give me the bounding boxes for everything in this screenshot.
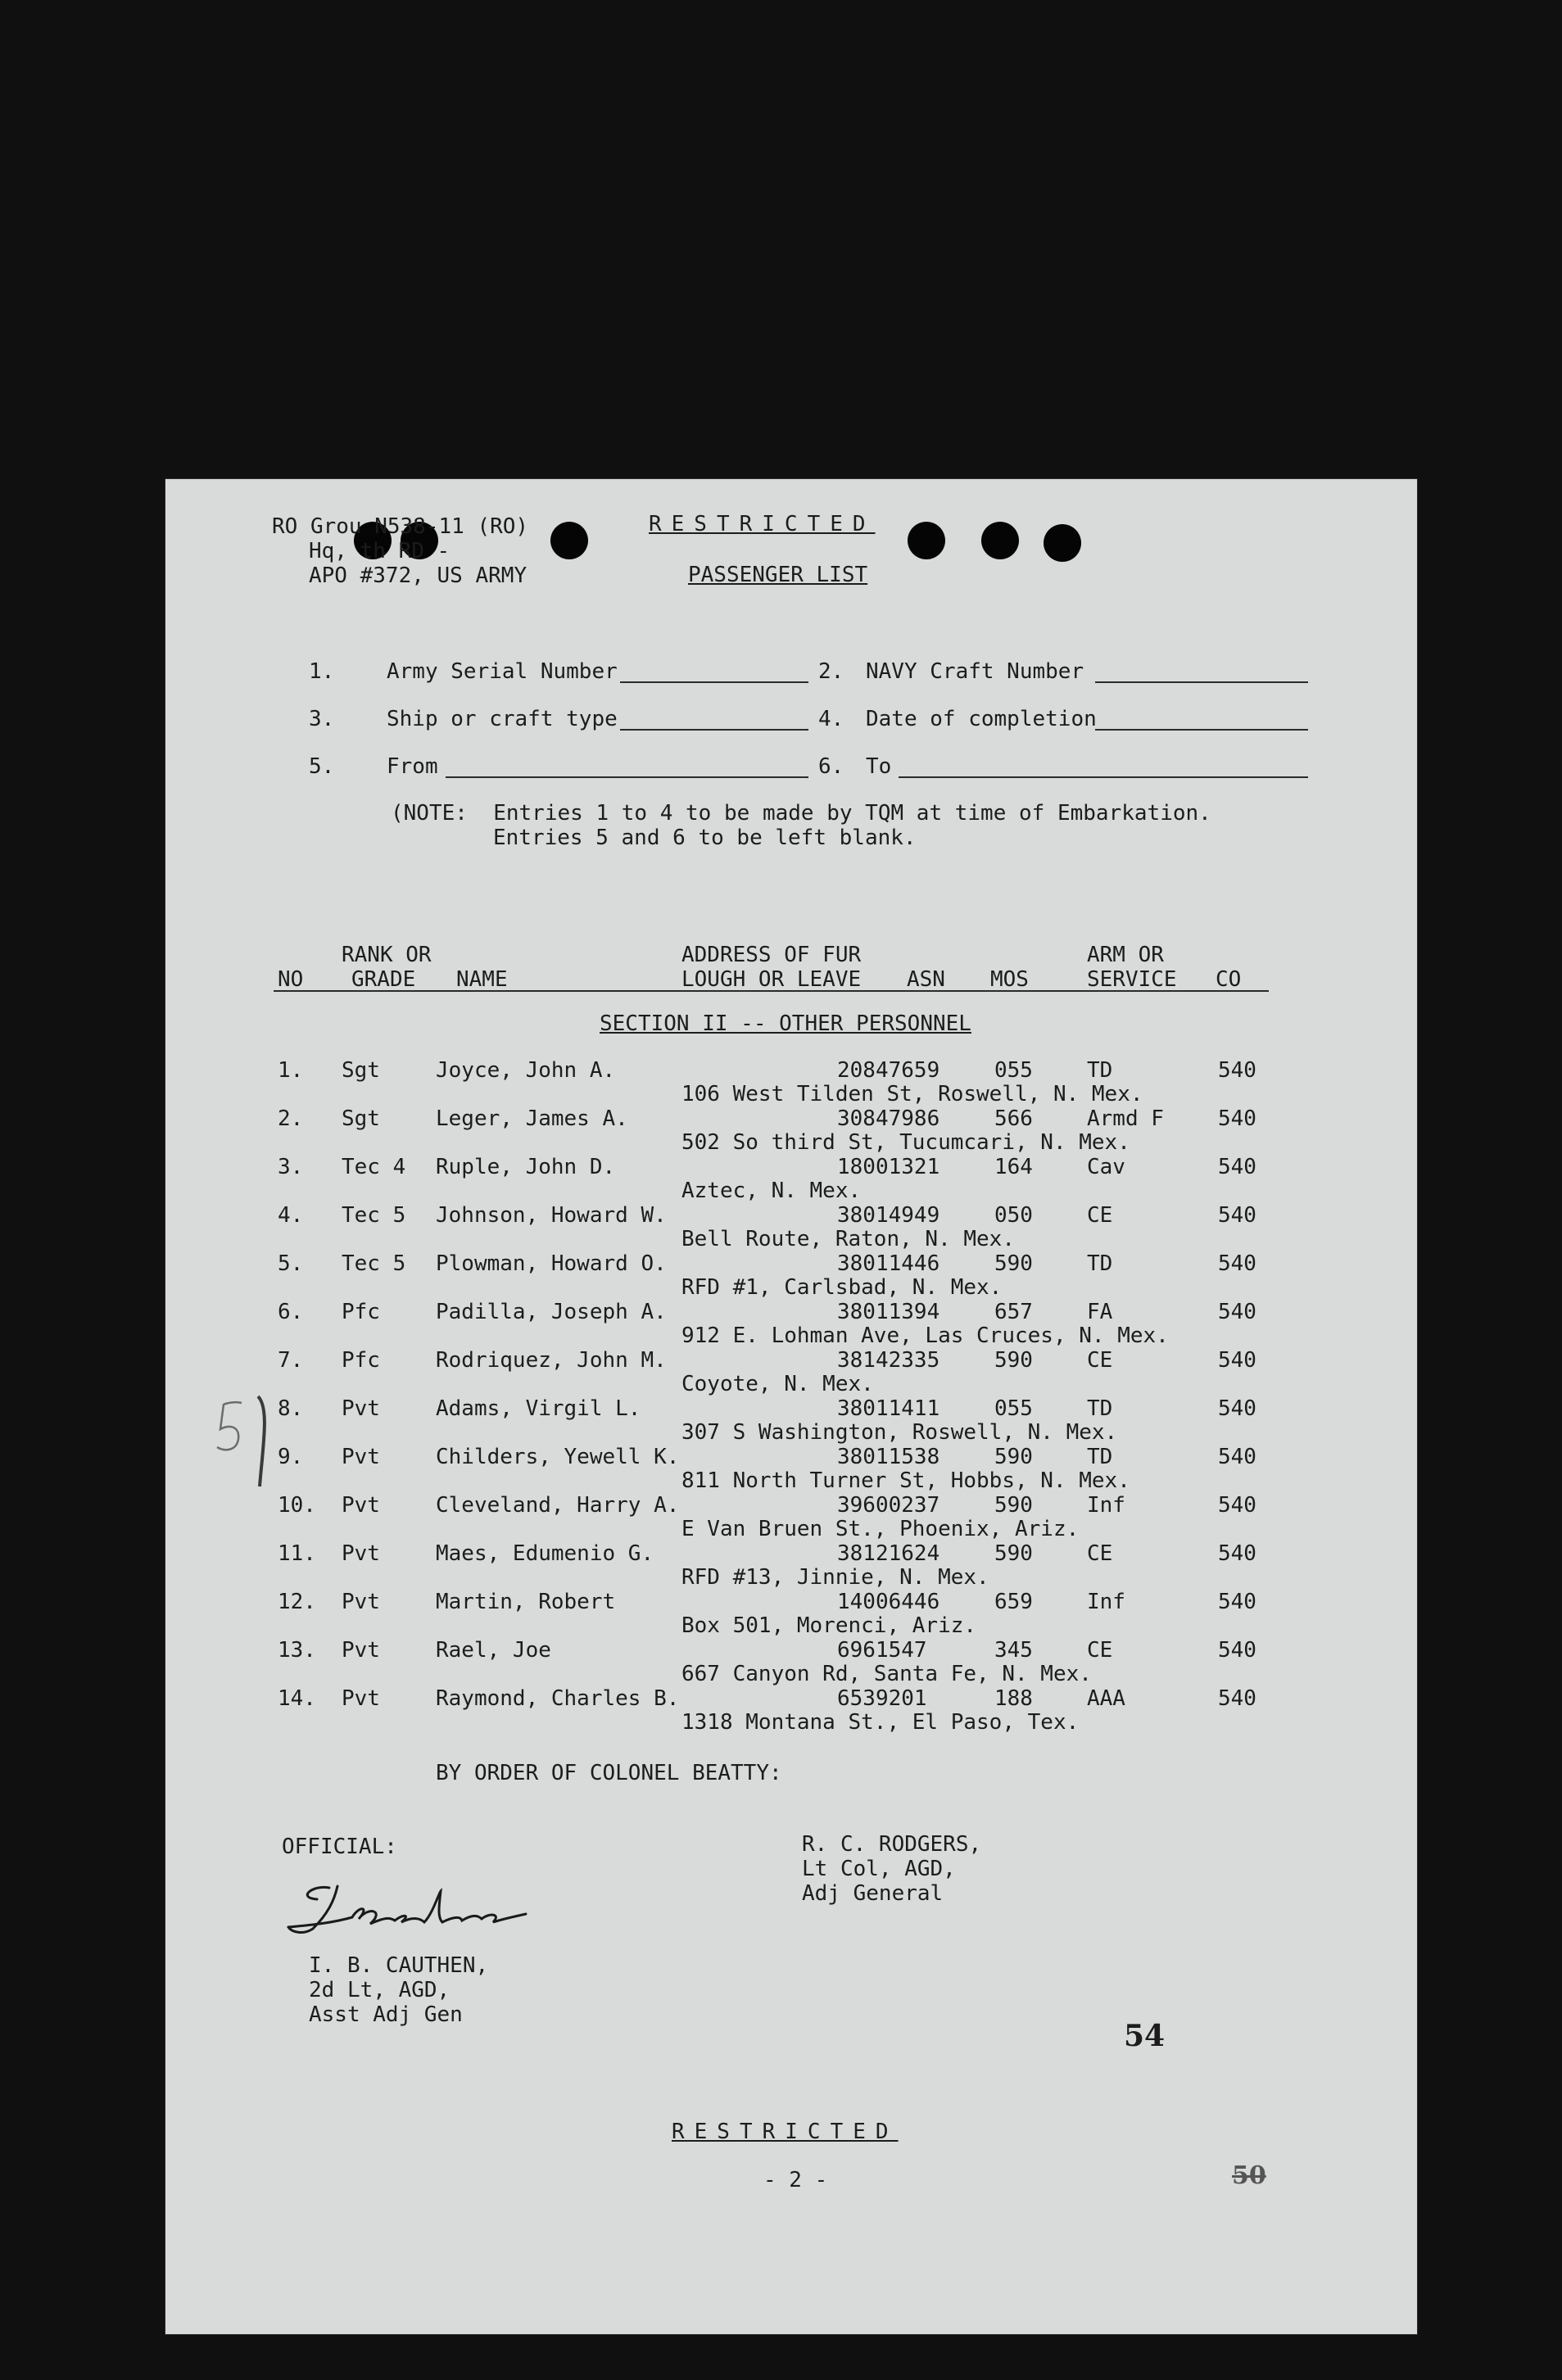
row-mos: 055	[994, 1396, 1033, 1421]
row-asn: 6539201	[837, 1686, 927, 1711]
row-service: AAA	[1087, 1686, 1125, 1711]
handwritten-signature	[280, 1881, 542, 1939]
row-grade: Tec 5	[342, 1203, 406, 1228]
field-label: Date of completion	[866, 707, 1097, 731]
row-company: 540	[1218, 1445, 1256, 1469]
col-address-bottom: LOUGH OR LEAVE	[681, 967, 862, 992]
row-number: 4.	[278, 1203, 304, 1228]
row-name: Rael, Joe	[436, 1638, 551, 1663]
row-company: 540	[1218, 1396, 1256, 1421]
row-company: 540	[1218, 1106, 1256, 1131]
signer-right-rank: Lt Col, AGD,	[802, 1857, 956, 1881]
signer-left-name: I. B. CAUTHEN,	[309, 1953, 489, 1978]
col-asn: ASN	[907, 967, 945, 992]
row-service: CE	[1087, 1348, 1113, 1373]
row-address: RFD #13, Jinnie, N. Mex.	[681, 1565, 989, 1590]
row-address: Bell Route, Raton, N. Mex.	[681, 1227, 1015, 1251]
row-asn: 38142335	[837, 1348, 940, 1373]
row-address: 106 West Tilden St, Roswell, N. Mex.	[681, 1082, 1143, 1106]
col-address-top: ADDRESS OF FUR	[681, 943, 862, 967]
row-grade: Pvt	[342, 1445, 380, 1469]
row-name: Joyce, John A.	[436, 1058, 616, 1083]
row-asn: 14006446	[837, 1590, 940, 1614]
field-blank-line	[1095, 681, 1308, 683]
row-number: 11.	[278, 1541, 316, 1566]
col-name: NAME	[456, 967, 508, 992]
row-mos: 590	[994, 1445, 1033, 1469]
row-address: Box 501, Morenci, Ariz.	[681, 1613, 977, 1638]
col-co: CO	[1216, 967, 1242, 992]
row-address: 1318 Montana St., El Paso, Tex.	[681, 1710, 1080, 1735]
row-name: Martin, Robert	[436, 1590, 616, 1614]
row-number: 1.	[278, 1058, 304, 1083]
row-service: Inf	[1087, 1590, 1125, 1614]
row-asn: 38011394	[837, 1300, 940, 1324]
row-address: 912 E. Lohman Ave, Las Cruces, N. Mex.	[681, 1323, 1169, 1348]
row-name: Johnson, Howard W.	[436, 1203, 667, 1228]
row-grade: Pvt	[342, 1638, 380, 1663]
row-service: TD	[1087, 1396, 1113, 1421]
row-company: 540	[1218, 1203, 1256, 1228]
row-address: 667 Canyon Rd, Santa Fe, N. Mex.	[681, 1662, 1092, 1686]
row-grade: Sgt	[342, 1058, 380, 1083]
row-company: 540	[1218, 1541, 1256, 1566]
punch-hole	[1044, 524, 1081, 562]
section-title: SECTION II -- OTHER PERSONNEL	[600, 1011, 971, 1036]
col-no: NO	[278, 967, 304, 992]
row-mos: 050	[994, 1203, 1033, 1228]
row-grade: Pvt	[342, 1590, 380, 1614]
row-address: E Van Bruen St., Phoenix, Ariz.	[681, 1517, 1080, 1541]
header-line-1: RO Grou N538-11 (RO)	[272, 514, 529, 539]
field-blank-line	[1095, 729, 1308, 731]
field-num: 3.	[309, 707, 335, 731]
col-mos: MOS	[990, 967, 1029, 992]
table-row	[165, 1251, 1417, 1299]
col-rank-top: RANK OR	[342, 943, 432, 967]
col-arm-bottom: SERVICE	[1087, 967, 1177, 992]
row-mos: 659	[994, 1590, 1033, 1614]
row-number: 5.	[278, 1251, 304, 1276]
row-name: Raymond, Charles B.	[436, 1686, 680, 1711]
table-row	[165, 1541, 1417, 1589]
row-address: 307 S Washington, Roswell, N. Mex.	[681, 1420, 1118, 1445]
row-number: 7.	[278, 1348, 304, 1373]
row-service: CE	[1087, 1638, 1113, 1663]
row-mos: 590	[994, 1493, 1033, 1518]
field-blank-line	[446, 776, 808, 778]
row-number: 14.	[278, 1686, 316, 1711]
table-row	[165, 1058, 1417, 1106]
row-asn: 38011411	[837, 1396, 940, 1421]
row-company: 540	[1218, 1155, 1256, 1179]
row-name: Plowman, Howard O.	[436, 1251, 667, 1276]
field-num: 5.	[309, 754, 335, 779]
punch-hole	[908, 522, 945, 559]
row-grade: Pvt	[342, 1396, 380, 1421]
row-company: 540	[1218, 1300, 1256, 1324]
row-number: 9.	[278, 1445, 304, 1469]
row-service: Cav	[1087, 1155, 1125, 1179]
row-asn: 38121624	[837, 1541, 940, 1566]
punch-hole	[981, 522, 1019, 559]
row-asn: 38011446	[837, 1251, 940, 1276]
row-mos: 055	[994, 1058, 1033, 1083]
row-name: Ruple, John D.	[436, 1155, 616, 1179]
row-grade: Pfc	[342, 1348, 380, 1373]
field-label: From	[387, 754, 438, 779]
page-stamp: 54	[1124, 2019, 1166, 2053]
row-name: Padilla, Joseph A.	[436, 1300, 667, 1324]
document-page	[165, 479, 1417, 2334]
row-mos: 164	[994, 1155, 1033, 1179]
row-grade: Sgt	[342, 1106, 380, 1131]
row-name: Maes, Edumenio G.	[436, 1541, 654, 1566]
row-service: Armd F	[1087, 1106, 1164, 1131]
row-mos: 345	[994, 1638, 1033, 1663]
row-address: 502 So third St, Tucumcari, N. Mex.	[681, 1130, 1130, 1155]
header-line-3: APO #372, US ARMY	[309, 563, 527, 588]
row-company: 540	[1218, 1590, 1256, 1614]
row-grade: Pvt	[342, 1541, 380, 1566]
col-rank-bottom: GRADE	[351, 967, 416, 992]
table-row	[165, 1638, 1417, 1685]
field-blank-line	[620, 729, 808, 731]
row-name: Leger, James A.	[436, 1106, 628, 1131]
row-address: Aztec, N. Mex.	[681, 1179, 862, 1203]
header-line-2: Hq, th RD -	[309, 539, 450, 563]
struck-page-number: 50	[1232, 2161, 1266, 2190]
row-number: 8.	[278, 1396, 304, 1421]
header-rule	[274, 990, 1269, 992]
field-label: Ship or craft type	[387, 707, 618, 731]
row-company: 540	[1218, 1251, 1256, 1276]
punch-hole	[550, 522, 588, 559]
table-row	[165, 1686, 1417, 1734]
field-num: 4.	[818, 707, 844, 731]
row-number: 12.	[278, 1590, 316, 1614]
row-mos: 590	[994, 1348, 1033, 1373]
row-grade: Tec 5	[342, 1251, 406, 1276]
table-row	[165, 1300, 1417, 1347]
row-asn: 30847986	[837, 1106, 940, 1131]
row-number: 6.	[278, 1300, 304, 1324]
row-asn: 38011538	[837, 1445, 940, 1469]
official-label: OFFICIAL:	[282, 1835, 397, 1859]
field-label: Army Serial Number	[387, 659, 618, 684]
field-label: To	[866, 754, 892, 779]
row-asn: 6961547	[837, 1638, 927, 1663]
row-company: 540	[1218, 1493, 1256, 1518]
field-num: 1.	[309, 659, 335, 684]
row-company: 540	[1218, 1348, 1256, 1373]
row-company: 540	[1218, 1638, 1256, 1663]
signer-left-title: Asst Adj Gen	[309, 2002, 463, 2027]
table-row	[165, 1348, 1417, 1396]
row-grade: Pvt	[342, 1686, 380, 1711]
field-blank-line	[620, 681, 808, 683]
field-blank-line	[899, 776, 1308, 778]
signer-left-rank: 2d Lt, AGD,	[309, 1978, 450, 2002]
row-service: CE	[1087, 1203, 1113, 1228]
row-service: TD	[1087, 1058, 1113, 1083]
table-row	[165, 1493, 1417, 1541]
row-name: Adams, Virgil L.	[436, 1396, 641, 1421]
row-address: 811 North Turner St, Hobbs, N. Mex.	[681, 1468, 1130, 1493]
signer-right-title: Adj General	[802, 1881, 944, 1906]
row-mos: 566	[994, 1106, 1033, 1131]
note-line-2: Entries 5 and 6 to be left blank.	[493, 826, 917, 850]
table-row	[165, 1445, 1417, 1492]
row-company: 540	[1218, 1686, 1256, 1711]
field-num: 2.	[818, 659, 844, 684]
row-number: 13.	[278, 1638, 316, 1663]
row-name: Rodriquez, John M.	[436, 1348, 667, 1373]
row-mos: 590	[994, 1251, 1033, 1276]
row-service: FA	[1087, 1300, 1113, 1324]
field-label: NAVY Craft Number	[866, 659, 1084, 684]
row-mos: 657	[994, 1300, 1033, 1324]
row-company: 540	[1218, 1058, 1256, 1083]
margin-handwriting	[202, 1396, 284, 1503]
table-row	[165, 1155, 1417, 1202]
table-row	[165, 1590, 1417, 1637]
row-address: RFD #1, Carlsbad, N. Mex.	[681, 1275, 1003, 1300]
table-row	[165, 1396, 1417, 1444]
row-name: Childers, Yewell K.	[436, 1445, 680, 1469]
page-number: - 2 -	[763, 2168, 828, 2192]
by-order-line: BY ORDER OF COLONEL BEATTY:	[436, 1761, 782, 1785]
document-title: PASSENGER LIST	[688, 563, 868, 587]
row-service: CE	[1087, 1541, 1113, 1566]
row-grade: Tec 4	[342, 1155, 406, 1179]
row-mos: 590	[994, 1541, 1033, 1566]
row-service: Inf	[1087, 1493, 1125, 1518]
row-number: 3.	[278, 1155, 304, 1179]
classification-bottom: RESTRICTED	[672, 2120, 899, 2144]
row-name: Cleveland, Harry A.	[436, 1493, 680, 1518]
signer-right-name: R. C. RODGERS,	[802, 1832, 982, 1857]
row-mos: 188	[994, 1686, 1033, 1711]
row-asn: 38014949	[837, 1203, 940, 1228]
col-arm-top: ARM OR	[1087, 943, 1164, 967]
table-row	[165, 1203, 1417, 1251]
row-number: 2.	[278, 1106, 304, 1131]
classification-top: RESTRICTED	[649, 512, 876, 536]
table-row	[165, 1106, 1417, 1154]
row-service: TD	[1087, 1251, 1113, 1276]
row-address: Coyote, N. Mex.	[681, 1372, 874, 1396]
row-grade: Pfc	[342, 1300, 380, 1324]
row-asn: 18001321	[837, 1155, 940, 1179]
note-line-1: (NOTE: Entries 1 to 4 to be made by TQM at time of Embarkation.	[391, 801, 1211, 826]
field-num: 6.	[818, 754, 844, 779]
row-grade: Pvt	[342, 1493, 380, 1518]
row-asn: 39600237	[837, 1493, 940, 1518]
row-number: 10.	[278, 1493, 316, 1518]
row-asn: 20847659	[837, 1058, 940, 1083]
row-service: TD	[1087, 1445, 1113, 1469]
